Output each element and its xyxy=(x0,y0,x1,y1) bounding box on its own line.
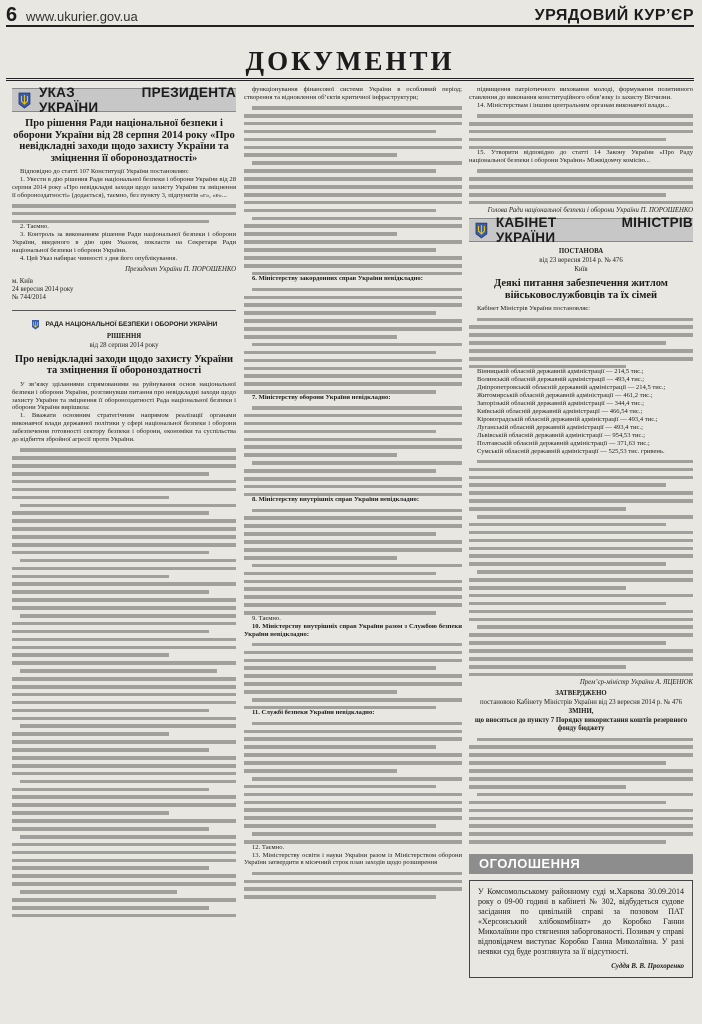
decision-intro: У зв’язку зділаннями спрямованими на руйнування основ національної безпеки і оборони України, розглянувши питання про невідкладні заходи щодо захисту України та зміцнення її обороноздатності Рада національної безпеки і оборони України вирішила: xyxy=(12,380,236,412)
text-line xyxy=(252,509,462,513)
text-line xyxy=(20,890,177,894)
text-line xyxy=(244,674,462,678)
council-signature: Голова Ради національної безпеки і оборони України П. ПОРОШЕНКО xyxy=(487,207,693,215)
text-line xyxy=(244,224,462,228)
text-line xyxy=(469,840,666,844)
text-line xyxy=(469,602,666,606)
text-line xyxy=(477,169,693,173)
text-line xyxy=(252,161,462,165)
text-line xyxy=(244,532,436,536)
text-line xyxy=(244,256,462,260)
text-line xyxy=(469,586,626,590)
text-line xyxy=(469,341,666,345)
text-line xyxy=(12,480,236,484)
text-line xyxy=(469,483,666,487)
col2-p12: 12. Таємно. xyxy=(252,843,285,851)
text-line xyxy=(244,745,436,749)
text-line xyxy=(469,333,693,337)
text-line xyxy=(244,603,462,607)
text-line xyxy=(244,382,462,386)
text-line xyxy=(469,507,626,511)
text-line xyxy=(12,472,209,476)
text-line xyxy=(12,575,169,579)
text-line xyxy=(244,303,462,307)
text-line xyxy=(252,406,462,410)
text-line xyxy=(12,906,209,910)
ad-signature: Суддя В. В. Прохоренко xyxy=(611,961,684,970)
text-block xyxy=(244,406,462,496)
text-line xyxy=(244,390,436,394)
text-line xyxy=(12,511,209,515)
trident-icon xyxy=(31,319,40,330)
text-line xyxy=(469,531,693,535)
text-line xyxy=(244,793,462,797)
column-3 xyxy=(469,86,693,1010)
text-line xyxy=(12,677,236,681)
col2-p6: 6. Міністерству закордонних справ України невідкладно: xyxy=(252,275,423,283)
divider xyxy=(12,310,236,311)
col3-p14: 14. Міністерствам і іншим центральним органам виконавчої влади... xyxy=(477,101,670,109)
text-line xyxy=(469,817,693,821)
col2-p13: 13. Міністерству освіти і науки України разом із Міністерством оборони України затвердити в місячний строк план заходів щодо розширення xyxy=(244,851,462,867)
trident-icon xyxy=(18,92,31,109)
decree-number: № 744/2014 xyxy=(12,293,46,301)
text-line xyxy=(469,769,693,773)
col2-p11: 11. Службі безпеки України невідкладно: xyxy=(252,709,375,717)
rubric-cabinet xyxy=(469,215,693,246)
text-line xyxy=(12,756,236,760)
text-line xyxy=(244,753,462,757)
text-line xyxy=(244,130,436,134)
text-line xyxy=(244,122,462,126)
text-line xyxy=(244,801,462,805)
text-line xyxy=(252,343,462,347)
text-line xyxy=(12,732,169,736)
text-line xyxy=(244,335,397,339)
text-line xyxy=(244,248,436,252)
text-line xyxy=(12,740,236,744)
text-line xyxy=(244,548,462,552)
text-block xyxy=(469,318,693,369)
text-line xyxy=(244,761,462,765)
text-line xyxy=(244,769,397,773)
text-line xyxy=(244,453,397,457)
text-line xyxy=(12,843,236,847)
text-line xyxy=(12,630,209,634)
text-line xyxy=(12,622,236,626)
text-line xyxy=(477,515,693,519)
text-line xyxy=(252,698,462,702)
text-line xyxy=(469,146,693,150)
text-line xyxy=(469,554,693,558)
text-line xyxy=(244,556,397,560)
col2-intro: функціонування фінансової системи України в особливий період; створення та відновлення об’єктів критичної інфраструктури; xyxy=(244,86,462,101)
text-line xyxy=(244,414,462,418)
decision-label: РІШЕННЯ xyxy=(106,332,142,340)
text-line xyxy=(244,351,436,355)
region-item: Волинській обласній державній адміністрації — 493,4 тис.; xyxy=(477,376,645,384)
text-line xyxy=(252,722,462,726)
text-line xyxy=(469,777,693,781)
resolution-label: ПОСТАНОВА xyxy=(558,248,604,256)
text-line xyxy=(12,717,236,721)
text-line xyxy=(12,527,236,531)
approved-text: постановою Кабінету Міністрів України від 23 вересня 2014 р. № 476 xyxy=(479,699,683,707)
text-line xyxy=(469,753,693,757)
text-line xyxy=(244,367,462,371)
ad-text: У Комсомольському районному суді м.Харкова 30.09.2014 року о 09-00 годині в кабінеті № 302, відбудеться судове засідання по цивільній справі за позовом ПАТ «Херсонський хлібокомбінат» до Коробко Ганни Миколаївни про стягнення заборгованості. Позивач у справі відповідачем виступає Коробко Ганна Миколаївна. У разі неявки суд буде розглянута за її відсутності. xyxy=(478,886,684,956)
decree-p3: 3. Контроль за виконанням рішення Ради національної безпеки і оборони України, введеного в дію цим Указом, покласти на Секретаря Ради національної безпеки і оборони України. xyxy=(12,231,236,255)
text-line xyxy=(469,547,693,551)
text-line xyxy=(12,748,209,752)
text-line xyxy=(469,665,626,669)
text-line xyxy=(469,325,693,329)
section-title: ДОКУМЕНТИ xyxy=(245,46,455,76)
text-line xyxy=(469,801,666,805)
decision-p1: 1. Вважати основним стратегічним напрямом реалізації органами виконавчої влади державної політики у сфері національної безпеки і оборони забезпечення готовності сектору безпеки і оборони, економіки та суспільства до відбиття збройної агресії проти України. xyxy=(12,412,236,444)
text-line xyxy=(252,217,462,221)
site-url: www.ukurier.gov.ua xyxy=(26,9,138,24)
text-line xyxy=(244,737,462,741)
text-line xyxy=(477,318,693,322)
decision-date: від 28 серпня 2014 року xyxy=(89,341,159,349)
text-line xyxy=(469,673,693,677)
text-line xyxy=(244,311,436,315)
text-line xyxy=(244,485,462,489)
text-line xyxy=(244,193,462,197)
col2-p7: 7. Міністерству оборони України невідкладно: xyxy=(252,393,391,401)
text-line xyxy=(244,572,436,576)
text-line xyxy=(469,523,666,527)
ads-header: ОГОЛОШЕННЯ xyxy=(469,854,693,874)
page-number: 6 xyxy=(6,4,18,26)
text-line xyxy=(469,476,693,480)
text-line xyxy=(244,319,462,323)
text-line xyxy=(477,738,693,742)
text-block xyxy=(244,643,462,710)
text-line xyxy=(244,138,462,142)
region-item: Дніпропетровській обласній державній адміністрації — 214,5 тис.; xyxy=(477,384,666,392)
text-line xyxy=(477,793,693,797)
text-line xyxy=(244,422,462,426)
text-line xyxy=(20,724,236,728)
text-line xyxy=(244,430,436,434)
text-line xyxy=(244,240,462,244)
text-line xyxy=(244,682,462,686)
text-line xyxy=(469,745,693,749)
text-line xyxy=(244,359,462,363)
text-line xyxy=(244,595,462,599)
text-line xyxy=(469,633,693,637)
text-line xyxy=(12,685,236,689)
rubric-president xyxy=(12,86,236,115)
text-line xyxy=(469,594,693,598)
text-line xyxy=(244,524,462,528)
text-line xyxy=(244,232,397,236)
page-header xyxy=(6,4,694,44)
text-line xyxy=(469,193,666,197)
text-line xyxy=(20,669,217,673)
text-line xyxy=(469,185,693,189)
text-line xyxy=(469,562,666,566)
region-list xyxy=(469,368,693,455)
text-line xyxy=(20,614,236,618)
text-line xyxy=(20,504,236,508)
text-line xyxy=(244,146,462,150)
text-line xyxy=(12,543,236,547)
text-line xyxy=(252,777,462,781)
text-line xyxy=(12,551,209,555)
text-line xyxy=(252,288,462,292)
region-item: Запорізькій обласній державній адміністрації — 344,4 тис.; xyxy=(477,400,644,408)
text-line xyxy=(469,491,693,495)
text-line xyxy=(12,803,236,807)
text-line xyxy=(469,201,693,205)
text-line xyxy=(12,661,236,665)
text-line xyxy=(244,730,462,734)
text-line xyxy=(12,646,236,650)
text-line xyxy=(252,461,462,465)
text-line xyxy=(244,296,462,300)
text-block xyxy=(469,169,693,204)
text-line xyxy=(244,540,462,544)
text-line xyxy=(252,106,462,110)
text-line xyxy=(12,693,236,697)
region-item: Кіровоградській обласній державній адміністрації — 493,4 тис.; xyxy=(477,415,658,423)
region-item: Вінницькій обласній державній адміністрації — 214,5 тис.; xyxy=(477,368,644,376)
text-line xyxy=(12,598,236,602)
text-line xyxy=(12,519,236,523)
text-block xyxy=(244,288,462,394)
text-block xyxy=(469,460,693,677)
changes-text: що вносяться до пункту 7 Порядку використання коштів резервного фонду бюджету xyxy=(474,717,688,733)
text-line xyxy=(244,493,462,497)
text-line xyxy=(469,349,693,353)
text-line xyxy=(244,374,462,378)
text-line xyxy=(244,580,462,584)
column-1 xyxy=(12,86,236,1010)
text-line xyxy=(244,808,462,812)
column-2 xyxy=(244,86,462,1010)
text-line xyxy=(244,201,462,205)
text-line xyxy=(12,701,236,705)
text-line xyxy=(12,859,236,863)
text-line xyxy=(244,816,462,820)
text-block xyxy=(244,509,462,615)
text-line xyxy=(12,866,209,870)
text-line xyxy=(469,365,626,369)
text-line xyxy=(469,138,666,142)
resolution-intro: Кабінет Міністрів України постановляє: xyxy=(477,305,590,313)
text-line xyxy=(252,643,462,647)
approved-label: ЗАТВЕРДЖЕНО xyxy=(555,690,607,698)
text-line xyxy=(469,499,693,503)
col2-p8: 8. Міністерству внутрішніх справ України невідкладно: xyxy=(252,496,420,504)
text-block xyxy=(469,738,693,844)
text-line xyxy=(244,824,436,828)
decree-place: м. Київ xyxy=(12,277,33,285)
trident-icon xyxy=(475,222,488,239)
decision-title: Про невідкладні заходи щодо захисту України та зміцнення її обороноздатності xyxy=(14,353,234,377)
text-line xyxy=(12,819,236,823)
text-line xyxy=(12,590,209,594)
text-line xyxy=(20,448,236,452)
col3-intro: підвищення патріотичного виховання молоді, формування позитивного ставлення до виконання конституційного обов’язку із захисту Вітчизни. xyxy=(469,86,693,101)
resolution-title: Деякі питання забезпечення житлом військовослужбовців та їх сімей xyxy=(494,278,668,301)
text-line xyxy=(252,832,462,836)
text-line xyxy=(244,895,436,899)
decree-p2: 2. Таємно. xyxy=(20,223,49,231)
text-line xyxy=(469,177,693,181)
text-line xyxy=(12,764,236,768)
text-block xyxy=(469,114,693,149)
text-line xyxy=(244,880,462,884)
text-line xyxy=(12,606,236,610)
text-line xyxy=(244,469,436,473)
text-line xyxy=(12,456,236,460)
text-line xyxy=(12,914,236,918)
text-block xyxy=(12,204,236,223)
text-line xyxy=(244,327,462,331)
text-line xyxy=(12,811,169,815)
text-line xyxy=(244,666,436,670)
text-line xyxy=(12,882,236,886)
section-rule xyxy=(6,78,694,81)
president-signature: Президент України П. ПОРОШЕНКО xyxy=(125,265,236,273)
text-line xyxy=(252,564,462,568)
region-item: Сумській обласній державній адміністрації — 525,53 тис. гривень. xyxy=(477,447,665,455)
text-line xyxy=(244,445,462,449)
decree-title: Про рішення Ради національної безпеки і оборони України від 28 серпня 2014 року «Про невідкладні заходи щодо захисту України та зміцнення її обороноздатності» xyxy=(13,118,235,164)
text-line xyxy=(20,835,236,839)
text-line xyxy=(12,772,236,776)
region-item: Полтавській обласній державній адміністрації — 371,63 тис.; xyxy=(477,439,650,447)
text-line xyxy=(477,114,693,118)
text-line xyxy=(252,872,462,876)
text-block xyxy=(244,872,462,899)
text-line xyxy=(12,709,209,713)
text-line xyxy=(12,464,236,468)
text-line xyxy=(469,539,693,543)
text-line xyxy=(12,851,236,855)
text-line xyxy=(477,625,693,629)
text-line xyxy=(244,516,462,520)
text-line xyxy=(469,578,693,582)
col3-p15: 15. Утворити відповідно до статті 14 Закону України «Про Раду національної безпеки і оборони України» Міжвідомчу комісію... xyxy=(469,149,693,165)
col2-p10: 10. Міністерству внутрішніх справ України разом з Службою безпеки України невідкладно: xyxy=(244,622,462,638)
text-line xyxy=(477,460,693,464)
text-line xyxy=(244,185,462,189)
text-line xyxy=(12,488,236,492)
text-line xyxy=(12,898,236,902)
region-item: Житомирській обласній державній адміністрації — 461,2 тис.; xyxy=(477,392,653,400)
text-line xyxy=(12,496,169,500)
text-line xyxy=(469,641,666,645)
text-line xyxy=(469,357,693,361)
text-line xyxy=(469,618,693,622)
text-block xyxy=(12,448,236,917)
text-line xyxy=(244,177,462,181)
text-line xyxy=(244,659,462,663)
text-line xyxy=(469,649,693,653)
text-line xyxy=(469,122,693,126)
text-line xyxy=(20,559,236,563)
text-line xyxy=(469,824,693,828)
region-item: Луганській обласній державній адміністрації — 493,4 тис.; xyxy=(477,423,643,431)
text-line xyxy=(244,477,462,481)
resolution-date: від 23 вересня 2014 р. № 476 xyxy=(539,257,623,265)
text-line xyxy=(12,582,236,586)
decree-p1: 1. Увести в дію рішення Ради національної безпеки і оборони України від 28 серпня 2014 року «Про невідкладні заходи щодо захисту України та зміцнення її обороноздатності» (додається), таємно, без пункту 3, підпунктів «г», «е»... xyxy=(12,175,236,199)
text-line xyxy=(20,780,236,784)
text-line xyxy=(244,169,436,173)
rubric-title: КАБІНЕТ МІНІСТРІВ УКРАЇНИ xyxy=(495,215,693,246)
text-line xyxy=(12,795,236,799)
text-line xyxy=(469,610,693,614)
council-head-text: РАДА НАЦІОНАЛЬНОЇ БЕЗПЕКИ І ОБОРОНИ УКРАЇНИ xyxy=(45,320,218,328)
text-line xyxy=(12,827,209,831)
text-line xyxy=(12,653,169,657)
text-line xyxy=(244,706,436,710)
pm-signature: Прем’єр-міністр України А. ЯЦЕНЮК xyxy=(579,679,693,687)
text-line xyxy=(244,690,397,694)
text-block xyxy=(244,722,462,844)
region-item: Львівській обласній державній адміністрації — 954,53 тис.; xyxy=(477,431,645,439)
ad-notice xyxy=(469,880,693,978)
decree-date: 24 вересня 2014 року xyxy=(12,285,74,293)
decree-p4: 4. Цей Указ набирає чинності з дня його опублікування. xyxy=(20,254,178,262)
text-line xyxy=(469,785,626,789)
text-line xyxy=(469,468,693,472)
text-line xyxy=(244,114,462,118)
text-line xyxy=(12,535,236,539)
text-line xyxy=(244,153,397,157)
text-line xyxy=(12,874,236,878)
text-line xyxy=(469,832,693,836)
text-line xyxy=(244,611,436,615)
text-line xyxy=(244,587,462,591)
council-head xyxy=(12,319,236,330)
text-line xyxy=(469,761,666,765)
text-line xyxy=(244,785,436,789)
text-line xyxy=(244,840,462,844)
text-line xyxy=(244,651,462,655)
masthead: УРЯДОВИЙ КУР’ЄР xyxy=(534,7,694,24)
text-line xyxy=(244,438,462,442)
text-line xyxy=(12,638,236,642)
text-block xyxy=(244,106,462,275)
text-line xyxy=(244,887,462,891)
text-line xyxy=(477,570,693,574)
text-line xyxy=(244,209,436,213)
region-item: Київській обласній державній адміністрації — 466,54 тис.; xyxy=(477,408,643,416)
changes-label: ЗМІНИ, xyxy=(568,708,594,716)
col2-p9: 9. Таємно. xyxy=(252,614,281,622)
decree-meta xyxy=(12,278,236,302)
rubric-title: УКАЗ ПРЕЗИДЕНТА УКРАЇНИ xyxy=(38,86,236,115)
text-line xyxy=(244,264,462,268)
text-line xyxy=(12,788,209,792)
text-line xyxy=(12,567,236,571)
text-line xyxy=(252,272,462,276)
text-line xyxy=(469,809,693,813)
decree-intro: Відповідно до статті 107 Конституції України постановляю: xyxy=(20,168,189,175)
header-rule xyxy=(6,25,694,27)
resolution-place: Київ xyxy=(574,266,588,274)
text-line xyxy=(469,130,693,134)
text-line xyxy=(469,657,693,661)
